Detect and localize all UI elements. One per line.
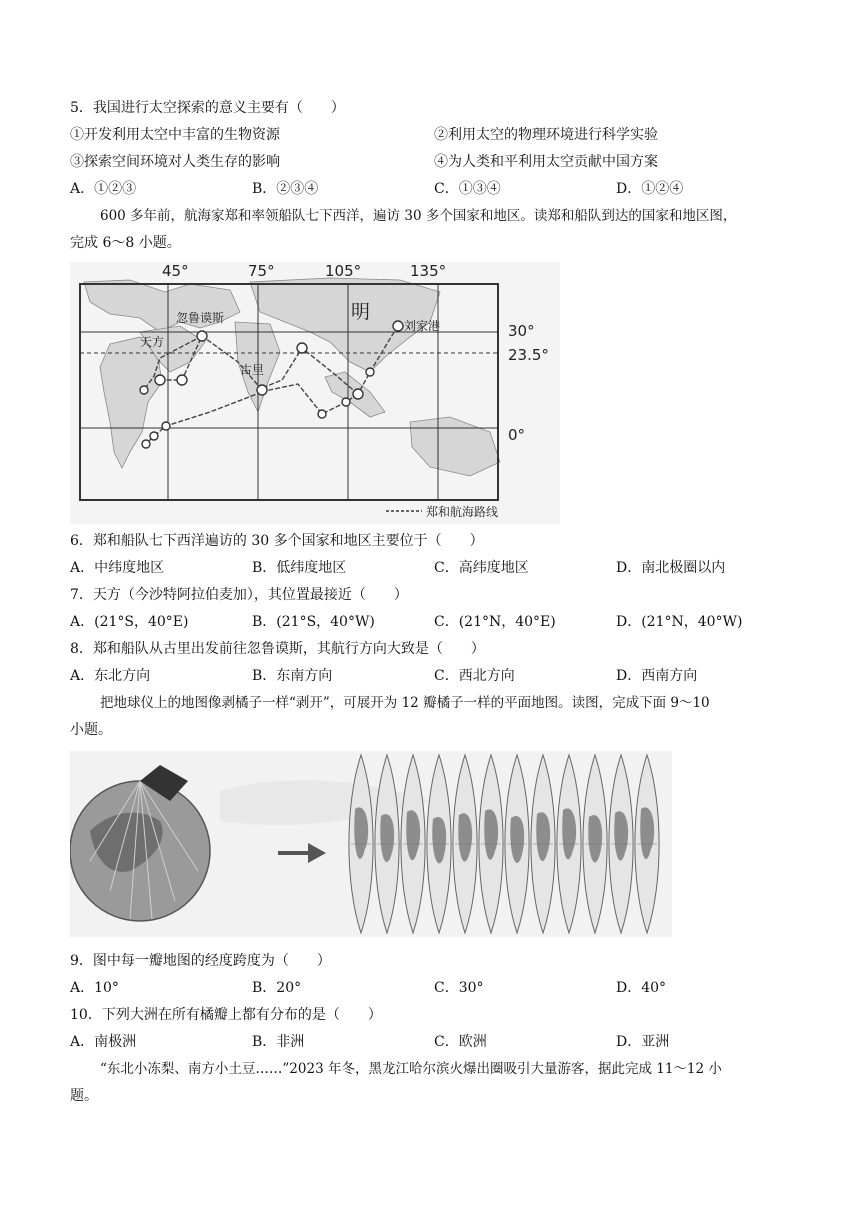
q9-option-d: D．40°	[616, 980, 667, 996]
port-arabia-coast	[177, 375, 187, 385]
label-tianfang: 天方	[140, 335, 165, 349]
port-hormuz	[197, 331, 207, 341]
q5-option-b: B．②③④	[252, 181, 319, 197]
intro-9-10-line1: 把地球仪上的地图像剥橘子一样“剥开”，可展开为 12 瓣橘子一样的平面地图。读图，完成下面 9～10	[100, 695, 710, 711]
q5-item-3: ③探索空间环境对人类生存的影响	[70, 154, 280, 170]
port-liujiagang	[393, 321, 403, 331]
zheng-he-voyage-map	[70, 262, 560, 524]
port-java	[342, 398, 350, 406]
q7-stem: 7．天方（今沙特阿拉伯麦加），其位置最接近（ ）	[70, 587, 408, 603]
longitude-label-75: 75°	[248, 262, 275, 280]
longitude-label-135: 135°	[410, 262, 447, 280]
q10-stem: 10．下列大洲在所有橘瓣上都有分布的是（ ）	[70, 1007, 382, 1023]
q7-option-d: D．(21°N，40°W)	[616, 614, 743, 630]
q7-option-c: C．(21°N，40°E)	[434, 614, 556, 630]
port-aden	[155, 375, 165, 385]
port-south-china	[366, 368, 374, 376]
q6-option-a: A．中纬度地区	[70, 560, 165, 576]
q10-option-c: C．欧洲	[434, 1034, 487, 1050]
q9-stem: 9．图中每一瓣地图的经度跨度为（ ）	[70, 953, 331, 969]
q5-option-a: A．①②③	[70, 181, 137, 197]
q5-item-4: ④为人类和平利用太空贡献中国方案	[434, 154, 658, 170]
port-tianfang	[140, 386, 148, 394]
legend-label: 郑和航海路线	[426, 505, 499, 519]
q6-option-c: C．高纬度地区	[434, 560, 529, 576]
q7-option-b: B．(21°S，40°W)	[252, 614, 375, 630]
intro-6-8-line2: 完成 6～8 小题。	[70, 235, 181, 251]
intro-9-10-line2: 小题。	[70, 722, 112, 738]
q10-option-d: D．亚洲	[616, 1034, 670, 1050]
port-brava	[150, 432, 158, 440]
q5-option-d: D．①②④	[616, 181, 684, 197]
latitude-label-30: 30°	[508, 322, 535, 340]
q5-option-c: C．①③④	[434, 181, 501, 197]
q6-option-b: B．低纬度地区	[252, 560, 347, 576]
q9-option-c: C．30°	[434, 980, 484, 996]
q5-item-1: ①开发利用太空中丰富的生物资源	[70, 127, 280, 143]
port-mogadishu	[162, 422, 170, 430]
q9-option-b: B．20°	[252, 980, 302, 996]
q8-option-b: B．东南方向	[252, 668, 333, 684]
port-guli	[257, 385, 267, 395]
label-hormuz: 忽鲁谟斯	[176, 311, 225, 325]
q10-option-a: A．南极洲	[70, 1034, 137, 1050]
latitude-label-23-5: 23.5°	[508, 346, 549, 364]
q5-stem: 5．我国进行太空探索的意义主要有（ ）	[70, 100, 345, 116]
q10-option-b: B．非洲	[252, 1034, 305, 1050]
port-malacca	[353, 389, 363, 399]
label-guli: 古里	[240, 363, 265, 377]
port-bengal	[297, 343, 307, 353]
intro-11-12-line1: “东北小冻梨、南方小土豆……”2023 年冬，黑龙江哈尔滨火爆出圈吸引大量游客，据此完成 11～12 小	[100, 1061, 722, 1077]
label-ming: 明	[351, 301, 371, 323]
port-malindi	[142, 440, 150, 448]
q6-stem: 6．郑和船队七下西洋遍访的 30 多个国家和地区主要位于（ ）	[70, 533, 484, 549]
globe-gores-figure	[70, 751, 672, 937]
q8-option-d: D．西南方向	[616, 668, 698, 684]
intro-6-8-line1: 600 多年前，航海家郑和率领船队七下西洋，遍访 30 多个国家和地区。读郑和船队到达的国家和地区图，	[100, 208, 737, 224]
q9-option-a: A．10°	[70, 980, 119, 996]
q8-option-c: C．西北方向	[434, 668, 515, 684]
port-sumatra	[318, 410, 326, 418]
q5-item-2: ②利用太空的物理环境进行科学实验	[434, 127, 658, 143]
q8-option-a: A．东北方向	[70, 668, 151, 684]
intro-11-12-line2: 题。	[70, 1088, 98, 1104]
q7-option-a: A．(21°S，40°E)	[70, 614, 189, 630]
latitude-label-0: 0°	[508, 426, 526, 444]
longitude-label-45: 45°	[162, 262, 189, 280]
q8-stem: 8．郑和船队从古里出发前往忽鲁谟斯，其航行方向大致是（ ）	[70, 641, 485, 657]
q6-option-d: D．南北极圈以内	[616, 560, 726, 576]
label-liujiagang: 刘家港	[404, 319, 441, 333]
longitude-label-105: 105°	[325, 262, 362, 280]
